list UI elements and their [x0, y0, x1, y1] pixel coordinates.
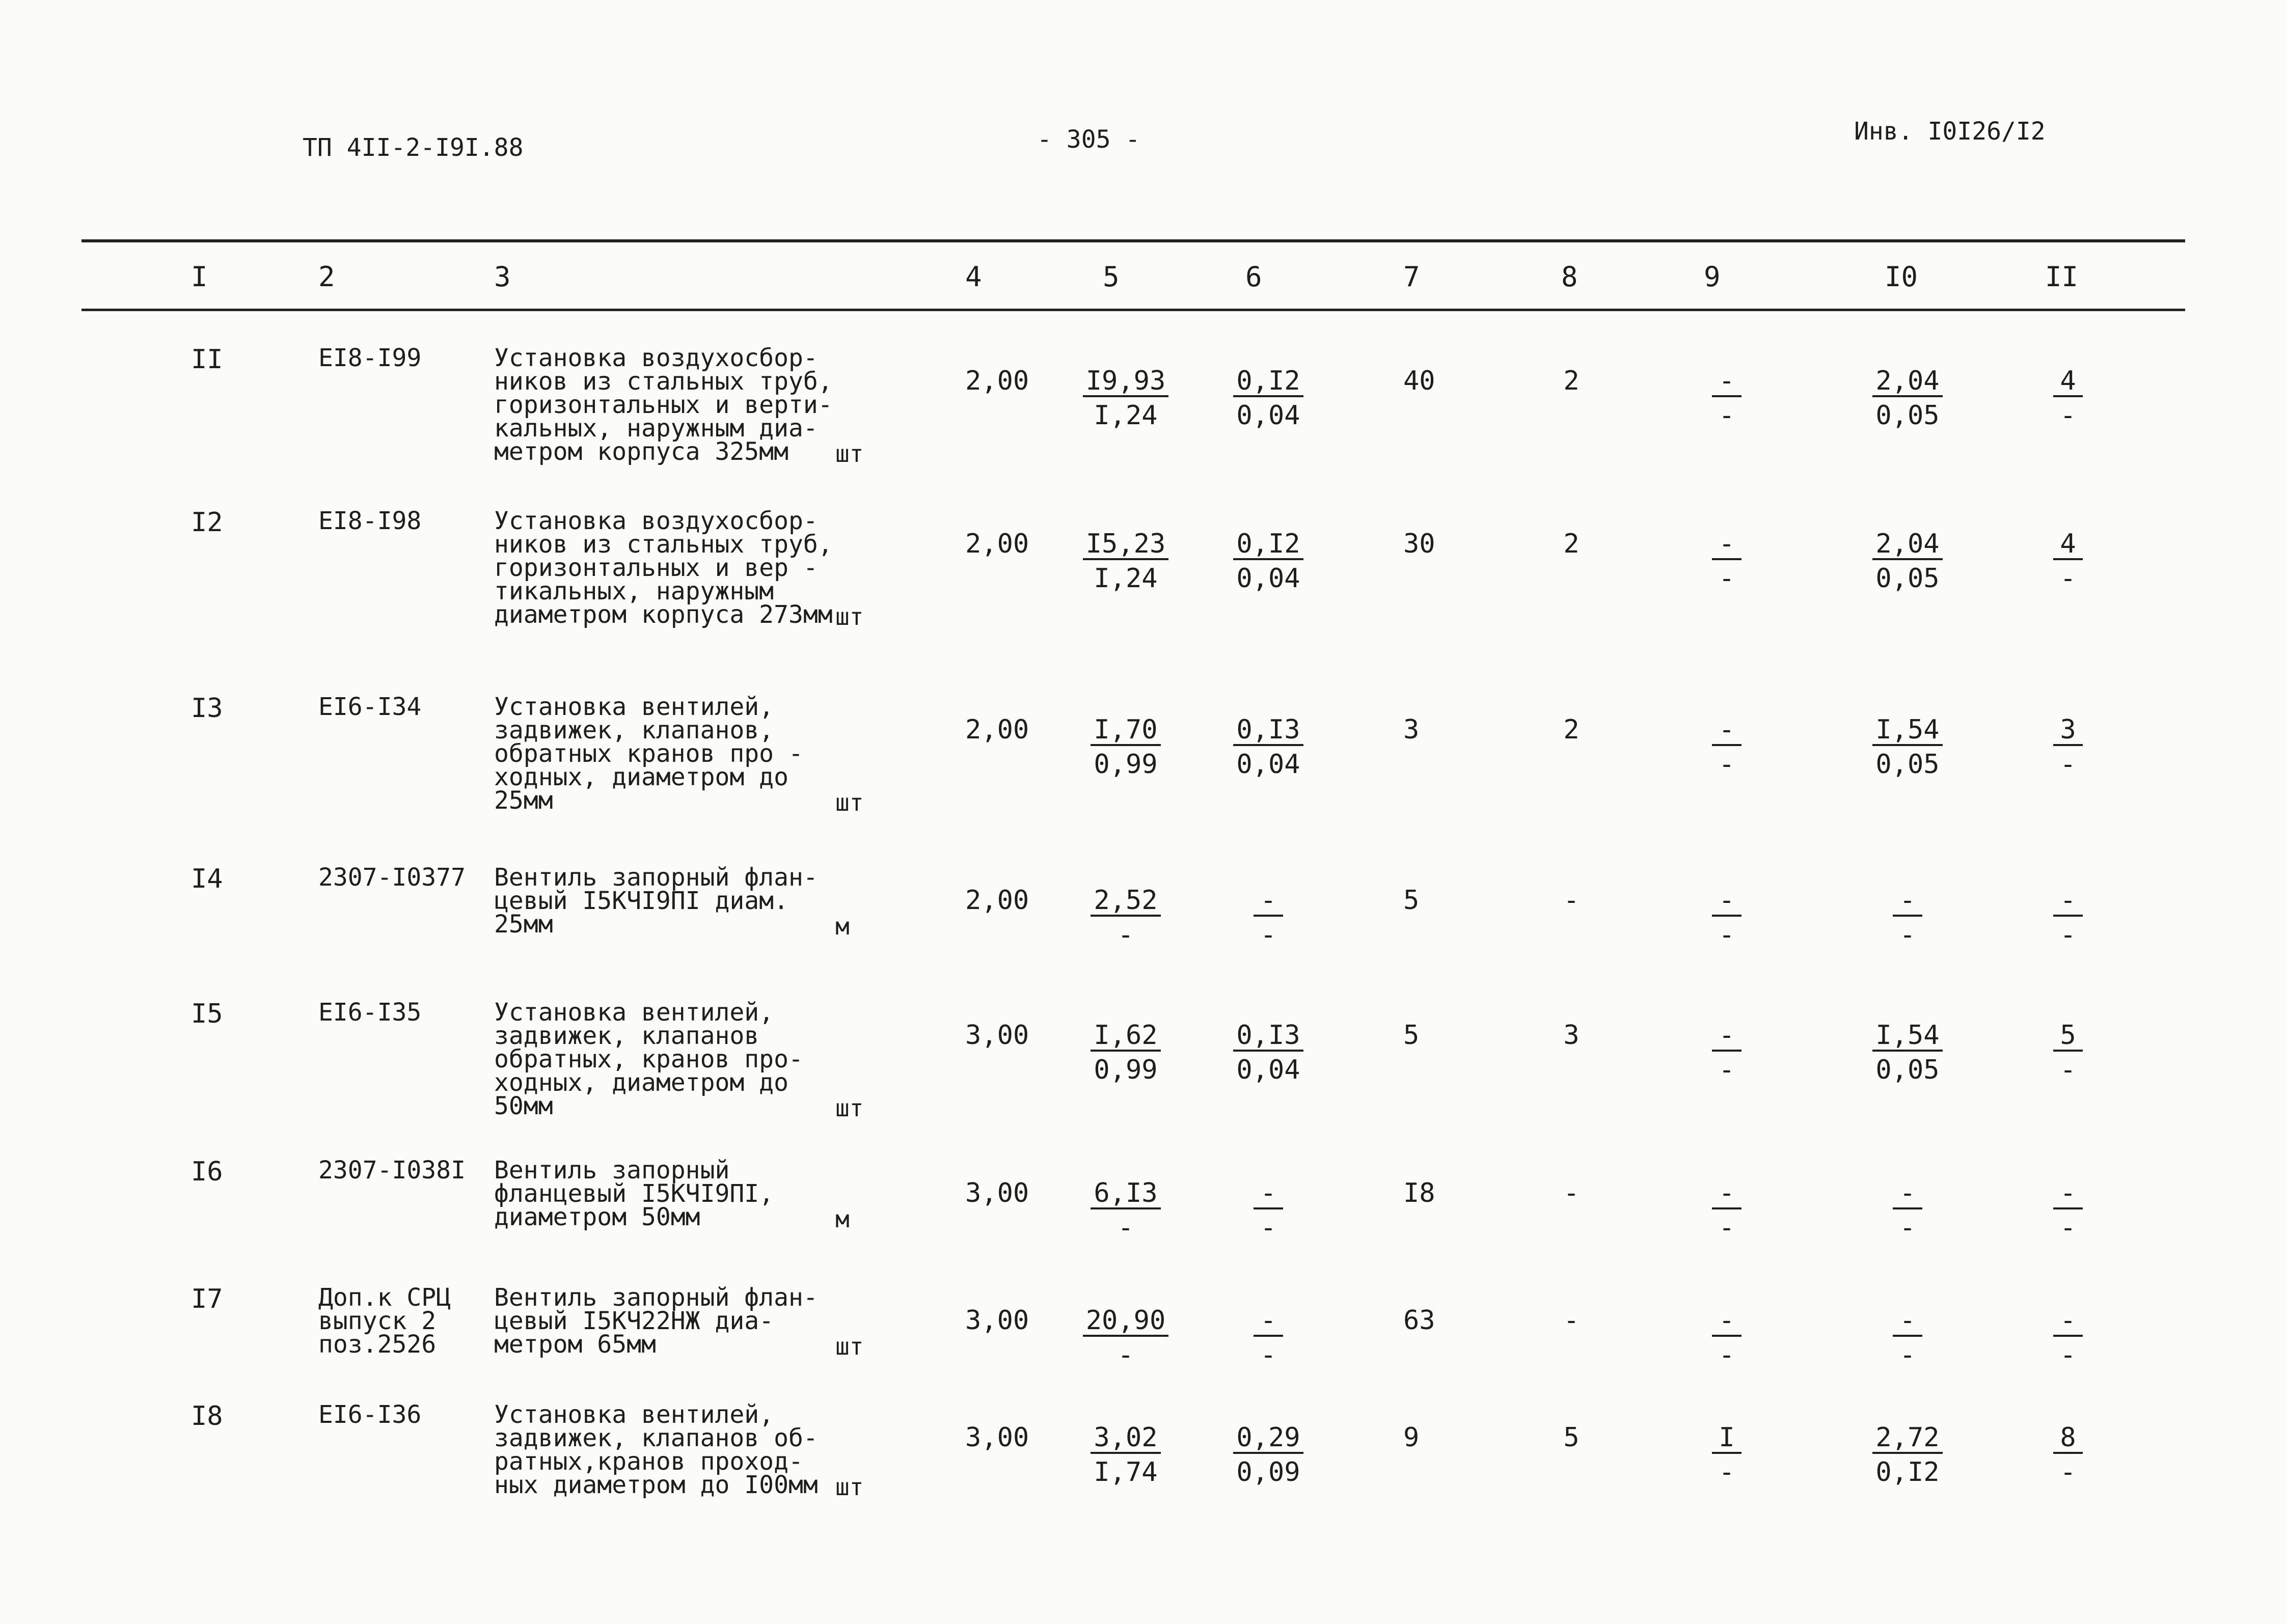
- col6-value-numerator: 0,I3: [1233, 717, 1303, 746]
- col7-value: 3: [1403, 714, 1420, 745]
- col11-value: [2025, 1022, 2111, 1083]
- col5-value-denominator: -: [1118, 1213, 1134, 1243]
- table-top-rule: [81, 239, 2185, 242]
- work-description: Установка вентилей, задвижек, клапанов обратных, кранов про-ходных, диаметром до 50мм: [494, 998, 803, 1120]
- col11-value: [2025, 1422, 2111, 1488]
- work-description: Установка вентилей, задвижек, клапанов, обратных кранов про - ходных, диаметром до 25мм: [494, 693, 803, 815]
- col5-value-denominator: -: [1118, 1340, 1134, 1370]
- quantity: 2,00: [965, 366, 1029, 396]
- col10-value-denominator: -: [1899, 1340, 1916, 1370]
- col9-value-numerator: -: [1712, 717, 1741, 746]
- quantity: 2,00: [965, 885, 1029, 916]
- col9-value-numerator: -: [1712, 1022, 1741, 1052]
- quantity: 3,00: [965, 1422, 1029, 1453]
- col7-value: 63: [1403, 1305, 1435, 1336]
- col10-value: [1864, 368, 1951, 429]
- col9-value-denominator: -: [1719, 1213, 1735, 1243]
- col5-value: [1082, 714, 1169, 780]
- col5-value-denominator: I,74: [1094, 1457, 1158, 1488]
- col9-value: [1683, 531, 1770, 592]
- col9-value: [1683, 887, 1770, 948]
- col11-value-denominator: -: [2060, 1055, 2076, 1085]
- column-header: 2: [318, 261, 335, 293]
- col9-value-denominator: -: [1719, 400, 1735, 431]
- col11-value-numerator: -: [2053, 1307, 2083, 1337]
- unit-of-measure: шт: [835, 1333, 864, 1360]
- col8-value: 2: [1563, 366, 1580, 396]
- col6-value-denominator: 0,09: [1236, 1457, 1300, 1488]
- quantity: 2,00: [965, 529, 1029, 559]
- col5-value: [1082, 1022, 1169, 1083]
- col9-value-numerator: I: [1712, 1424, 1741, 1454]
- col5-value-numerator: 3,02: [1091, 1424, 1160, 1454]
- col9-value-denominator: -: [1719, 920, 1735, 950]
- col6-value: [1225, 1422, 1312, 1488]
- norm-code: EI6-I34: [318, 693, 422, 721]
- col6-value: [1225, 1307, 1312, 1368]
- col11-value-denominator: -: [2060, 749, 2076, 780]
- col10-value-numerator: -: [1893, 1307, 1922, 1337]
- work-description: Вентиль запорный флан-цевый I5КЧ22НЖ диа-метром 65мм: [494, 1283, 818, 1359]
- col7-value: I8: [1403, 1178, 1435, 1208]
- col6-value-denominator: 0,04: [1236, 563, 1300, 594]
- norm-code: 2307-I038I: [318, 1156, 466, 1185]
- norm-code: EI8-I98: [318, 507, 422, 535]
- col10-value-denominator: 0,05: [1875, 1055, 1940, 1085]
- col6-value-numerator: -: [1254, 1180, 1283, 1209]
- col7-value: 9: [1403, 1422, 1420, 1453]
- col5-value-denominator: 0,99: [1094, 749, 1158, 780]
- col5-value: [1082, 1180, 1169, 1241]
- col10-value: [1864, 1180, 1951, 1241]
- norm-code: 2307-I0377: [318, 863, 466, 892]
- work-description: Вентиль запорный фланцевый I5КЧI9ПI, диаметром 50мм: [494, 1156, 774, 1231]
- column-header: I: [191, 261, 208, 293]
- col5-value-denominator: I,24: [1094, 563, 1158, 594]
- column-header: 9: [1704, 261, 1721, 293]
- col5-value: [1082, 368, 1169, 429]
- col6-value: [1225, 531, 1312, 592]
- unit-of-measure: шт: [835, 440, 864, 467]
- col6-value-numerator: 0,I2: [1233, 531, 1303, 560]
- quantity: 2,00: [965, 714, 1029, 745]
- col8-value: -: [1563, 885, 1580, 916]
- col10-value-numerator: -: [1893, 887, 1922, 917]
- col9-value-numerator: -: [1712, 887, 1741, 917]
- table-header-rule: [81, 309, 2185, 311]
- column-header: 8: [1561, 261, 1578, 293]
- row-number: I5: [191, 999, 223, 1029]
- col9-value: [1683, 1422, 1770, 1488]
- work-description: Установка воздухосбор-ников из стальных труб, горизонтальных и верти-кальных, наружным диа-метром корпуса 325мм: [494, 344, 833, 466]
- col10-value-denominator: 0,I2: [1875, 1457, 1940, 1488]
- unit-of-measure: шт: [835, 603, 864, 630]
- col5-value-numerator: I5,23: [1083, 531, 1169, 560]
- col6-value-numerator: 0,I2: [1233, 368, 1303, 397]
- col6-value: [1225, 368, 1312, 429]
- col10-value-numerator: 2,04: [1872, 531, 1942, 560]
- col5-value: [1082, 887, 1169, 948]
- col9-value: [1683, 1307, 1770, 1368]
- col11-value-denominator: -: [2060, 920, 2076, 950]
- col11-value-numerator: -: [2053, 1180, 2083, 1209]
- col8-value: 2: [1563, 714, 1580, 745]
- col7-value: 5: [1403, 885, 1420, 916]
- col10-value-denominator: 0,05: [1875, 749, 1940, 780]
- col5-value-numerator: I9,93: [1083, 368, 1169, 397]
- col5-value-numerator: I,62: [1091, 1022, 1160, 1052]
- col10-value: [1864, 1422, 1951, 1488]
- column-header: I0: [1885, 261, 1918, 293]
- col10-value-numerator: 2,04: [1872, 368, 1942, 397]
- col11-value-denominator: -: [2060, 1213, 2076, 1243]
- col7-value: 30: [1403, 529, 1435, 559]
- col9-value-numerator: -: [1712, 1307, 1741, 1337]
- quantity: 3,00: [965, 1178, 1029, 1208]
- col11-value: [2025, 368, 2111, 429]
- row-number: I6: [191, 1157, 223, 1187]
- norm-code: EI6-I35: [318, 998, 422, 1027]
- col8-value: 2: [1563, 529, 1580, 559]
- row-number: I4: [191, 864, 223, 894]
- col9-value-denominator: -: [1719, 563, 1735, 594]
- col7-value: 40: [1403, 366, 1435, 396]
- col11-value-denominator: -: [2060, 400, 2076, 431]
- col11-value: [2025, 1180, 2111, 1241]
- work-description: Вентиль запорный флан-цевый I5КЧI9ПI диам. 25мм: [494, 863, 818, 939]
- norm-code: Доп.к СРЦ выпуск 2 поз.2526: [318, 1283, 451, 1359]
- row-number: I3: [191, 693, 223, 724]
- row-number: II: [191, 344, 223, 375]
- col9-value-denominator: -: [1719, 1055, 1735, 1085]
- col11-value: [2025, 1307, 2111, 1368]
- unit-of-measure: шт: [835, 789, 864, 816]
- col6-value-denominator: -: [1260, 920, 1276, 950]
- row-number: I2: [191, 507, 223, 538]
- work-description: Установка воздухосбор-ников из стальных труб, горизонтальных и вер - тикальных, наружным диаметром корпуса 273мм: [494, 507, 833, 629]
- col5-value: [1082, 1307, 1169, 1368]
- col10-value-denominator: -: [1899, 1213, 1916, 1243]
- col11-value-numerator: 5: [2053, 1022, 2083, 1052]
- col11-value-denominator: -: [2060, 1340, 2076, 1370]
- col11-value-numerator: 3: [2053, 717, 2083, 746]
- col10-value: [1864, 714, 1951, 780]
- unit-of-measure: шт: [835, 1094, 864, 1122]
- col6-value-numerator: 0,I3: [1233, 1022, 1303, 1052]
- col10-value-numerator: 2,72: [1872, 1424, 1942, 1454]
- doc-code: ТП 4II-2-I9I.88: [303, 133, 524, 162]
- inventory-number: Инв. I0I26/I2: [1854, 117, 2046, 146]
- col5-value-numerator: 20,90: [1083, 1307, 1169, 1337]
- column-header: 3: [494, 261, 511, 293]
- col6-value-numerator: -: [1254, 1307, 1283, 1337]
- col6-value-denominator: 0,04: [1236, 400, 1300, 431]
- col5-value-numerator: 2,52: [1091, 887, 1160, 917]
- col9-value-denominator: -: [1719, 749, 1735, 780]
- col5-value-numerator: 6,I3: [1091, 1180, 1160, 1209]
- unit-of-measure: шт: [835, 1473, 864, 1501]
- col11-value: [2025, 714, 2111, 780]
- col9-value: [1683, 1022, 1770, 1083]
- col6-value-denominator: 0,04: [1236, 749, 1300, 780]
- col10-value-denominator: 0,05: [1875, 400, 1940, 431]
- col6-value-numerator: -: [1254, 887, 1283, 917]
- norm-code: EI8-I99: [318, 344, 422, 372]
- col11-value: [2025, 531, 2111, 592]
- col5-value-denominator: -: [1118, 920, 1134, 950]
- col8-value: -: [1563, 1305, 1580, 1336]
- unit-of-measure: м: [835, 1205, 850, 1233]
- col10-value-denominator: -: [1899, 920, 1916, 950]
- norm-code: EI6-I36: [318, 1400, 422, 1429]
- col5-value: [1082, 1422, 1169, 1488]
- col9-value-numerator: -: [1712, 531, 1741, 560]
- col11-value-numerator: 8: [2053, 1424, 2083, 1454]
- col10-value: [1864, 1307, 1951, 1368]
- col8-value: 5: [1563, 1422, 1580, 1453]
- col8-value: -: [1563, 1178, 1580, 1208]
- col11-value: [2025, 887, 2111, 948]
- col6-value: [1225, 1180, 1312, 1241]
- col11-value-numerator: -: [2053, 887, 2083, 917]
- column-header: 6: [1245, 261, 1262, 293]
- row-number: I8: [191, 1401, 223, 1432]
- col10-value: [1864, 531, 1951, 592]
- col6-value-numerator: 0,29: [1233, 1424, 1303, 1454]
- quantity: 3,00: [965, 1020, 1029, 1051]
- col11-value-denominator: -: [2060, 563, 2076, 594]
- col6-value: [1225, 714, 1312, 780]
- col10-value: [1864, 1022, 1951, 1083]
- col6-value: [1225, 887, 1312, 948]
- col10-value-numerator: I,54: [1872, 717, 1942, 746]
- col11-value-denominator: -: [2060, 1457, 2076, 1488]
- col9-value-denominator: -: [1719, 1457, 1735, 1488]
- column-header: 7: [1403, 261, 1420, 293]
- col5-value-numerator: I,70: [1091, 717, 1160, 746]
- col9-value: [1683, 368, 1770, 429]
- column-header: II: [2045, 261, 2079, 293]
- quantity: 3,00: [965, 1305, 1029, 1336]
- column-header: 4: [965, 261, 982, 293]
- col6-value-denominator: -: [1260, 1340, 1276, 1370]
- work-description: Установка вентилей, задвижек, клапанов об-ратных,кранов проход-ных диаметром до I00мм: [494, 1400, 818, 1499]
- col9-value: [1683, 714, 1770, 780]
- col5-value-denominator: 0,99: [1094, 1055, 1158, 1085]
- col10-value: [1864, 887, 1951, 948]
- col10-value-numerator: -: [1893, 1180, 1922, 1209]
- col6-value: [1225, 1022, 1312, 1083]
- col8-value: 3: [1563, 1020, 1580, 1051]
- page-number: - 305 -: [1037, 125, 1140, 154]
- col5-value: [1082, 531, 1169, 592]
- unit-of-measure: м: [835, 913, 850, 940]
- col9-value-numerator: -: [1712, 368, 1741, 397]
- col6-value-denominator: 0,04: [1236, 1055, 1300, 1085]
- col5-value-denominator: I,24: [1094, 400, 1158, 431]
- col10-value-numerator: I,54: [1872, 1022, 1942, 1052]
- col9-value-numerator: -: [1712, 1180, 1741, 1209]
- col9-value-denominator: -: [1719, 1340, 1735, 1370]
- col10-value-denominator: 0,05: [1875, 563, 1940, 594]
- col6-value-denominator: -: [1260, 1213, 1276, 1243]
- col9-value: [1683, 1180, 1770, 1241]
- col7-value: 5: [1403, 1020, 1420, 1051]
- col11-value-numerator: 4: [2053, 531, 2083, 560]
- row-number: I7: [191, 1284, 223, 1314]
- column-header: 5: [1103, 261, 1120, 293]
- col11-value-numerator: 4: [2053, 368, 2083, 397]
